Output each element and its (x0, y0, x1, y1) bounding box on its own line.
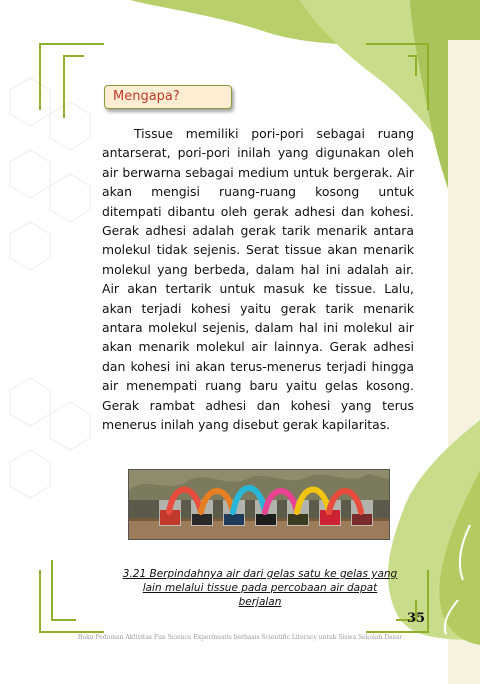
body-paragraph: Tissue memiliki pori-pori sebagai ruang antarserat, pori-pori inilah yang digunakan oleh air berwarna sebagai medium untuk bergerak. Air akan mengisi ruang-ruang kosong untuk ditempati dibantu oleh gerak adhesi dan kohesi. Gerak adhesi adalah gerak tarik menarik antara molekul tidak sejenis. Serat tissue akan menarik molekul yang berbeda, dalam hal ini adalah air. Air akan tertarik untuk masuk ke tissue. Lalu, akan terjadi kohesi yaitu gerak tarik menarik antara molekul sejenis, dalam hal ini molekul air akan menarik molekul air lainnya. Gerak adhesi dan kohesi ini akan terus-menerus terjadi hingga air menempati ruang baru yaitu gelas kosong. Gerak rambat adhesi dan kohesi yang terus menerus inilah yang disebut gerak kapilaritas. (102, 126, 414, 433)
figure-caption: 3.21 Berpindahnya air dari gelas satu ke gelas yang lain melalui tissue pada percobaan air dapat berjalan (122, 568, 398, 608)
experiment-photo (128, 469, 390, 540)
footer-text: Buku Pedoman Aktivitas Fun Science Experiments berbasis Scientific Literacy untuk Siswa Sekolah Dasar (77, 634, 403, 641)
page-number: 35 (407, 611, 426, 626)
section-heading: Mengapa? (113, 89, 180, 104)
section-heading-box (104, 85, 232, 109)
experiment-photo-drawing (129, 470, 390, 540)
